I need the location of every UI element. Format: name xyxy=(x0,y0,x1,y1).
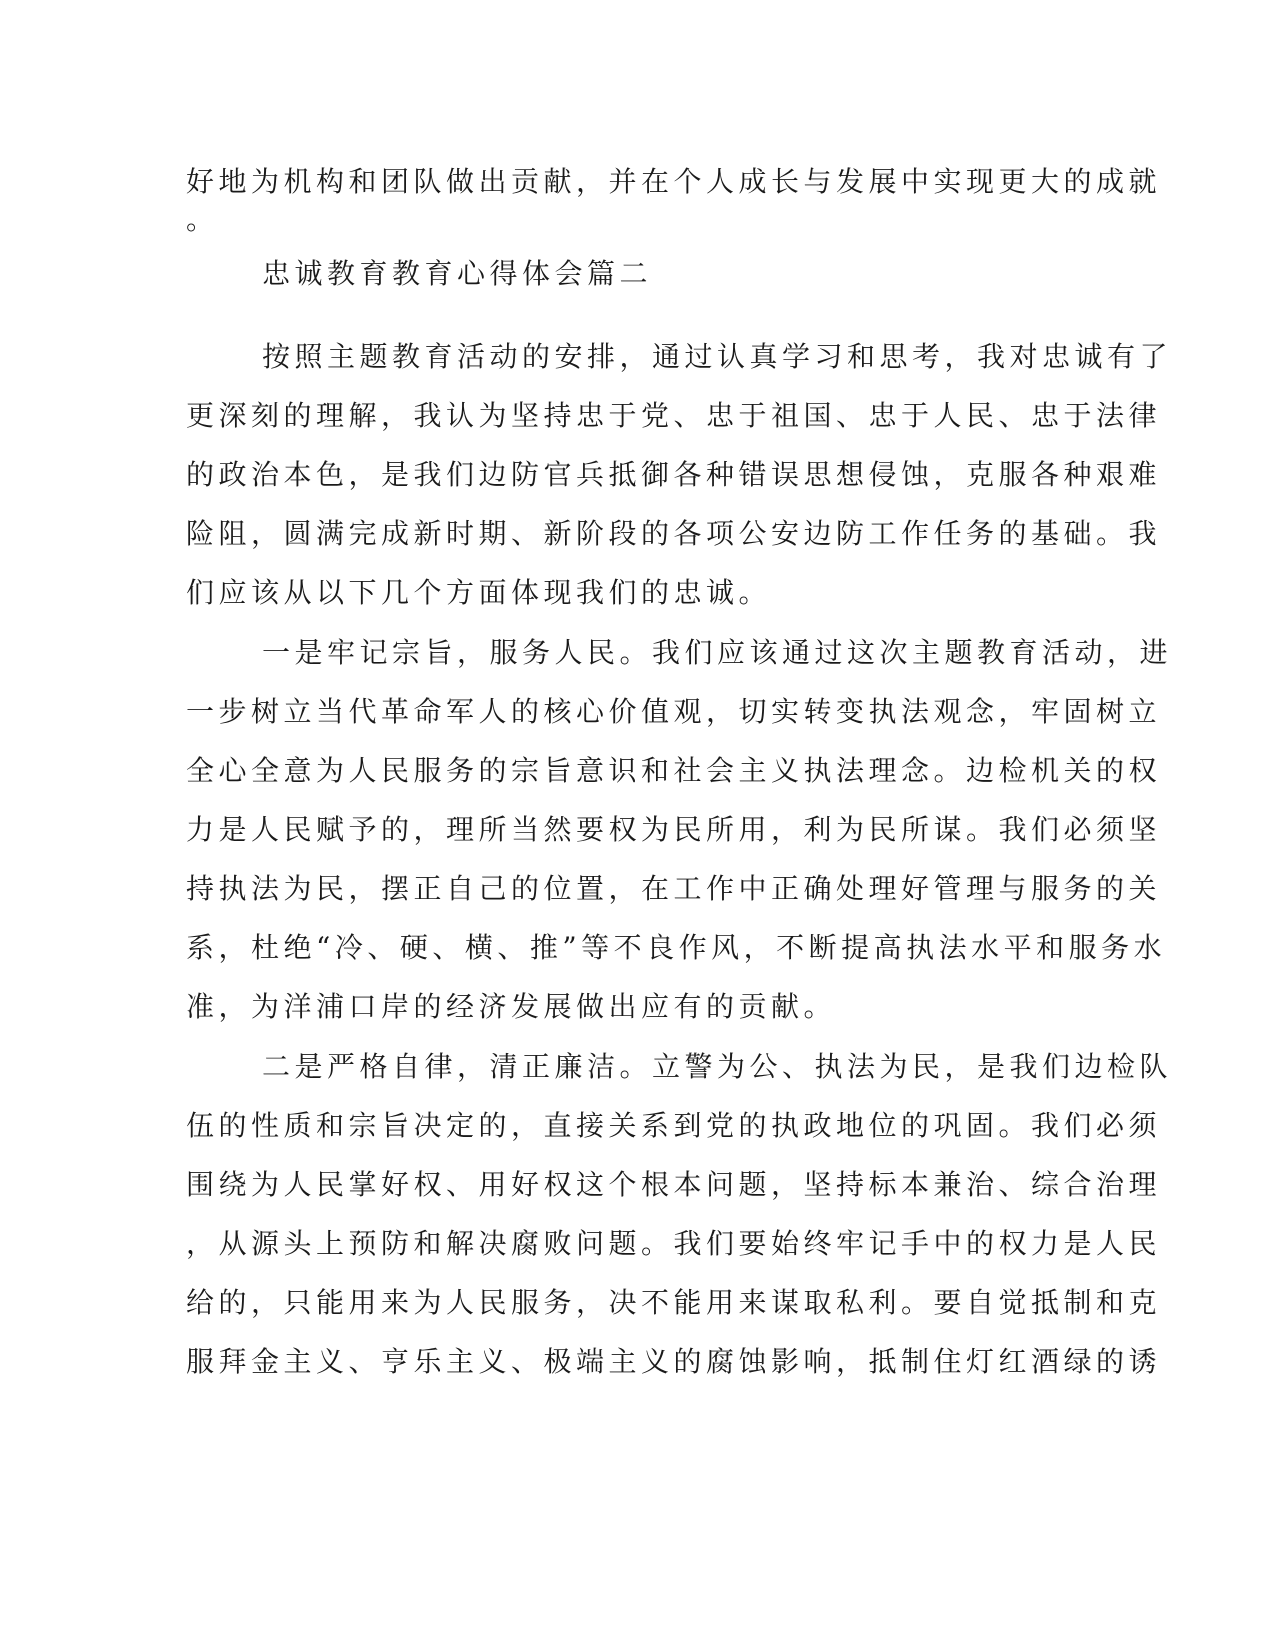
text-line: 。 xyxy=(186,203,219,236)
text-line: 们应该从以下几个方面体现我们的忠诚。 xyxy=(186,576,772,609)
text-line: 系，杜绝“冷、硬、横、推”等不良作风，不断提高执法水平和服务水 xyxy=(186,931,1167,964)
section-heading: 忠诚教育教育心得体会篇二 xyxy=(262,257,653,290)
text-line: 险阻，圆满完成新时期、新阶段的各项公安边防工作任务的基础。我 xyxy=(186,517,1162,550)
text-line: 全心全意为人民服务的宗旨意识和社会主义执法理念。边检机关的权 xyxy=(186,754,1162,787)
text-line: 好地为机构和团队做出贡献，并在个人成长与发展中实现更大的成就 xyxy=(186,165,1162,198)
text-line: 更深刻的理解，我认为坚持忠于党、忠于祖国、忠于人民、忠于法律 xyxy=(186,399,1162,432)
text-line: 持执法为民，摆正自己的位置，在工作中正确处理好管理与服务的关 xyxy=(186,872,1162,905)
text-line: 围绕为人民掌好权、用好权这个根本问题，坚持标本兼治、综合治理 xyxy=(186,1168,1162,1201)
text-line: 伍的性质和宗旨决定的，直接关系到党的执政地位的巩固。我们必须 xyxy=(186,1109,1162,1142)
text-line: 二是严格自律，清正廉洁。立警为公、执法为民，是我们边检队 xyxy=(262,1050,1173,1083)
text-line: 的政治本色，是我们边防官兵抵御各种错误思想侵蚀，克服各种艰难 xyxy=(186,458,1162,491)
text-line: 一步树立当代革命军人的核心价值观，切实转变执法观念，牢固树立 xyxy=(186,695,1162,728)
text-line: 给的，只能用来为人民服务，决不能用来谋取私利。要自觉抵制和克 xyxy=(186,1286,1162,1319)
text-line: ，从源头上预防和解决腐败问题。我们要始终牢记手中的权力是人民 xyxy=(186,1227,1162,1260)
text-line: 一是牢记宗旨，服务人民。我们应该通过这次主题教育活动，进 xyxy=(262,636,1173,669)
text-line: 按照主题教育活动的安排，通过认真学习和思考，我对忠诚有了 xyxy=(262,340,1173,373)
text-line: 准，为洋浦口岸的经济发展做出应有的贡献。 xyxy=(186,990,837,1023)
text-line: 服拜金主义、亨乐主义、极端主义的腐蚀影响，抵制住灯红酒绿的诱 xyxy=(186,1345,1162,1378)
text-line: 力是人民赋予的，理所当然要权为民所用，利为民所谋。我们必须坚 xyxy=(186,813,1162,846)
